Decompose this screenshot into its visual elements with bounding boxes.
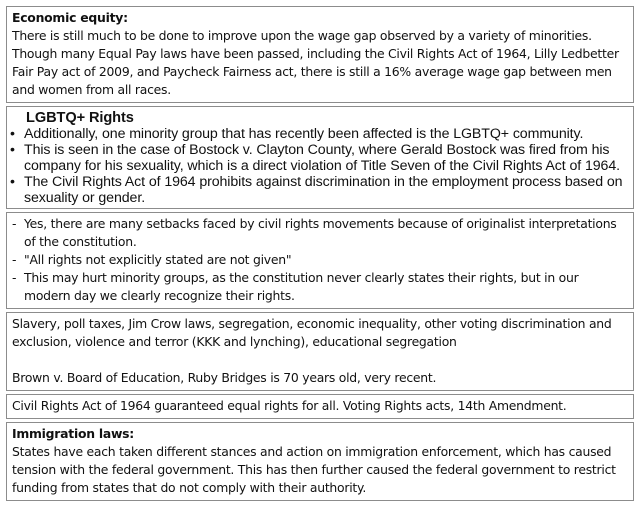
immigration-box xyxy=(6,422,634,501)
dash-icon: - xyxy=(12,216,17,231)
document-page xyxy=(6,6,634,504)
list-item-text: This is seen in the case of Bostock v. Clayton County, where Gerald Bostock was fired from his company for his sexuality, which is a direct violation of Title Seven of the Civil Rights Act of 1964. xyxy=(24,142,620,174)
economic-equity-heading: Economic equity: xyxy=(12,10,128,25)
list-item xyxy=(10,174,628,206)
economic-equity-box xyxy=(6,6,634,103)
immigration-text: States have each taken different stances and action on immigration enforcement, which has caused tension with the federal government. This has then further caused the federal government to restrict funding from states that do not comply with their authority. xyxy=(12,444,616,495)
list-item xyxy=(10,126,628,142)
list-item-text: This may hurt minority groups, as the constitution never clearly states their rights, but in our modern day we clearly recognize their rights. xyxy=(24,270,579,303)
bullet-icon: • xyxy=(10,174,15,190)
lgbtq-bullet-list xyxy=(10,126,628,206)
discrimination-text: Slavery, poll taxes, Jim Crow laws, segregation, economic inequality, other voting discrimination and exclusion, violence and terror (KKK and lynching), educational segregation xyxy=(12,316,612,349)
list-item xyxy=(12,269,628,305)
discrimination-box xyxy=(6,312,634,391)
civil-rights-box xyxy=(6,394,634,419)
brown-v-board-text: Brown v. Board of Education, Ruby Bridges is 70 years old, very recent. xyxy=(12,370,437,385)
list-item-text: Additionally, one minority group that has recently been affected is the LGBTQ+ community. xyxy=(24,126,584,142)
originalism-box xyxy=(6,212,634,309)
lgbtq-rights-box xyxy=(6,106,634,209)
paragraph-spacer xyxy=(12,351,628,369)
list-item xyxy=(10,142,628,174)
list-item xyxy=(12,251,628,269)
economic-equity-text: There is still much to be done to improve upon the wage gap observed by a variety of minorities. Though many Equal Pay laws have been passed, including the Civil Rights Act of 1964, Lilly Ledbetter Fair Pay act of 2009, and Paycheck Fairness act, there is still a 16% average wage gap between men and women from all races. xyxy=(12,28,619,97)
list-item-text: "All rights not explicitly stated are not given" xyxy=(24,252,292,267)
list-item-text: Yes, there are many setbacks faced by civil rights movements because of originalist interpretations of the constitution. xyxy=(24,216,617,249)
lgbtq-rights-heading: LGBTQ+ Rights xyxy=(26,110,134,126)
dash-icon: - xyxy=(12,270,17,285)
originalism-dash-list xyxy=(12,215,628,305)
dash-icon: - xyxy=(12,252,17,267)
bullet-icon: • xyxy=(10,126,15,142)
list-item-text: The Civil Rights Act of 1964 prohibits against discrimination in the employment process based on sexuality or gender. xyxy=(24,174,623,206)
list-item xyxy=(12,215,628,251)
immigration-heading: Immigration laws: xyxy=(12,426,134,441)
civil-rights-text: Civil Rights Act of 1964 guaranteed equal rights for all. Voting Rights acts, 14th Amendment. xyxy=(12,398,567,413)
bullet-icon: • xyxy=(10,142,15,158)
